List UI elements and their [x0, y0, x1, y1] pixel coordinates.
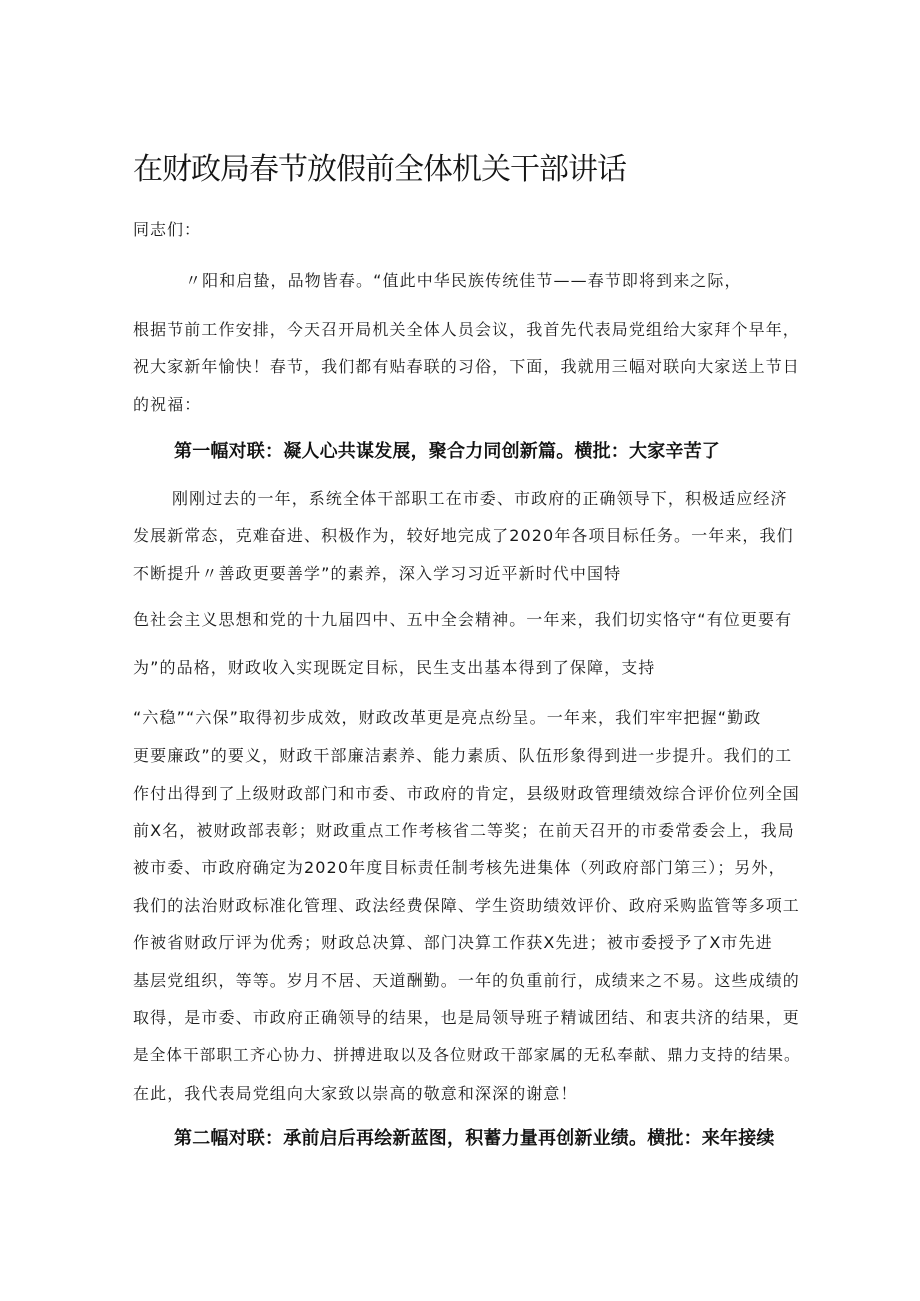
salutation: 同志们： [133, 220, 202, 239]
paragraph-line: 作被省财政厅评为优秀；财政总决算、部门决算工作获X先进；被市委授予了X市先进 [133, 933, 773, 952]
paragraph-line: 根据节前工作安排，今天召开局机关全体人员会议，我首先代表局党组给大家拜个早年， [133, 320, 800, 339]
paragraph-line: 不断提升〃善政更要善学”的素养，深入学习习近平新时代中国特 [133, 564, 622, 583]
paragraph-line: 刚刚过去的一年，系统全体干部职工在市委、市政府的正确领导下，积极适应经济 [172, 489, 788, 508]
paragraph-line: 被市委、市政府确定为2020年度目标责任制考核先进集体（列政府部门第三）；另外， [133, 858, 786, 877]
paragraph-line: 是全体干部职工齐心协力、拼搏进取以及各位财政干部家属的无私奉献、鼎力支持的结果。 [133, 1046, 801, 1064]
paragraph-line: 取得，是市委、市政府正确领导的结果，也是局领导班子精诚团结、和衷共济的结果，更 [133, 1008, 800, 1027]
paragraph-line: 在此，我代表局党组向大家致以崇高的敬意和深深的谢意！ [133, 1084, 578, 1103]
paragraph-line: 我们的法治财政标准化管理、政法经费保障、学生资助绩效评价、政府采购监管等多项工 [133, 896, 800, 915]
paragraph-line: “六稳”“六保”取得初步成效，财政改革更是亮点纷呈。一年来，我们牢牢把握“勤政 [133, 708, 762, 727]
paragraph-line: 的祝福： [133, 395, 202, 414]
paragraph-line: 祝大家新年愉快！春节，我们都有贴春联的习俗，下面，我就用三幅对联向大家送上节日 [133, 357, 800, 376]
paragraph-line: 色社会主义思想和党的十九届四中、五中全会精神。一年来，我们切实恪守“有位更要有 [133, 610, 793, 629]
paragraph-line: 为”的品格，财政收入实现既定目标，民生支出基本得到了保障，支持 [133, 658, 656, 677]
paragraph-line: 更要廉政”的要义，财政干部廉洁素养、能力素质、队伍形象得到进一步提升。我们的工 [133, 746, 793, 765]
paragraph-line: 〃阳和启蛰，品物皆春。“值此中华民族传统佳节——春节即将到来之际， [185, 271, 742, 290]
paragraph-line: 基层党组织，等等。岁月不居、天道酬勤。一年的负重前行，成绩来之不易。这些成绩的 [133, 971, 800, 990]
couplet-heading-1: 第一幅对联：凝人心共谋发展，聚合力同创新篇。横批：大家辛苦了 [174, 441, 720, 462]
paragraph-line: 前X名，被财政部表彰；财政重点工作考核省二等奖；在前天召开的市委常委会上，我局 [133, 821, 795, 840]
couplet-heading-2: 第二幅对联：承前启后再绘新蓝图，积蓄力量再创新业绩。横批：来年接续 [174, 1128, 775, 1149]
paragraph-line: 作付出得到了上级财政部门和市委、市政府的肯定，县级财政管理绩效综合评价位列全国 [133, 784, 800, 803]
paragraph-line: 发展新常态，克难奋进、积极作为，较好地完成了2020年各项目标任务。一年来，我们 [133, 526, 794, 545]
page-title: 在财政局春节放假前全体机关干部讲话 [133, 152, 626, 187]
